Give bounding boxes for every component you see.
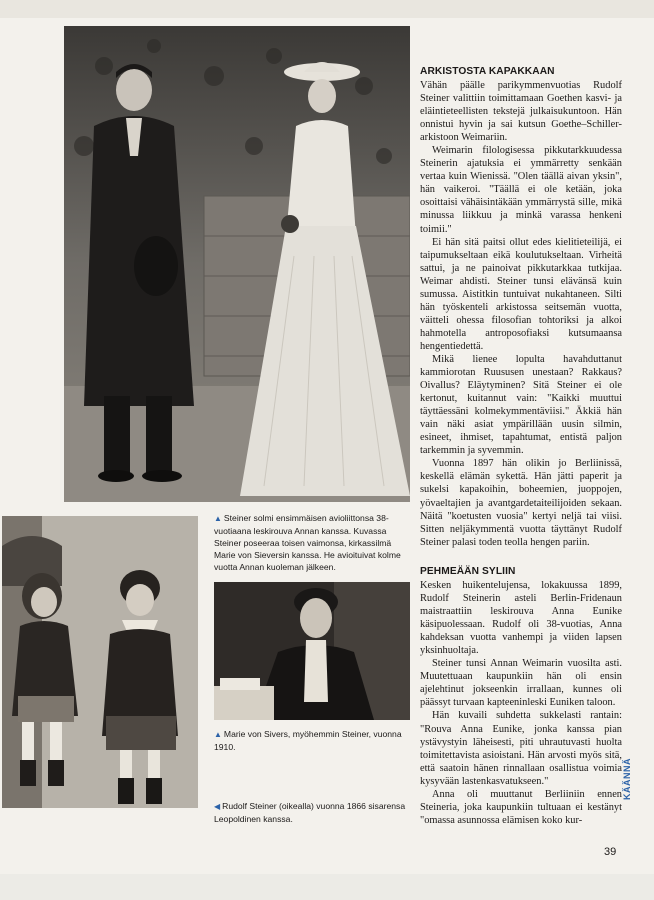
caption-marie-text: Marie von Sivers, myöhemmin Steiner, vuonna 1910.	[214, 729, 402, 752]
caption-children-photo	[214, 800, 410, 825]
photo-marie-von-sivers-image	[214, 582, 410, 720]
photo-steiner-and-marie	[64, 26, 410, 502]
caption-marie-photo	[214, 728, 410, 753]
scan-edge-bottom	[0, 874, 654, 900]
paragraph: Vuonna 1897 hän olikin jo Berliinissä, keskellä elämän sykettä. Hän jätti paperit ja sukelsi kapakoihin, boheemien, juoppojen, yövaeltajien ja avantgardetaiteilijoiden sekaan. Näitä "koetusten vuosia" kertyi neljä tai viisi. Sitten neljäkymmentä vuotta täyttänyt Rudolf Steiner palasi toden teolla hengen pariin.	[420, 458, 622, 548]
photo-marie-von-sivers	[214, 582, 410, 720]
paragraph: Kesken huikentelujensa, lokakuussa 1899, Rudolf Steinerin asteli Berlin-Fridenaun maistraattiin leskirouva Anna Eunike käsipuolessaan. Rudolf oli 38-vuotias, Anna kahdeksan vuotta vanhempi ja viiden lapsen yksinhuoltaja.	[420, 580, 622, 657]
section-archive	[420, 66, 622, 549]
caption-pointer-up-icon: ▲	[214, 514, 222, 523]
paragraph: Mikä lienee lopulta havahduttanut kammiorotan Ruususen unestaan? Rakkaus? Oivallus? Eläytyminen? Sitä Steiner ei ole kertonut, kuitannut vain: "Kaikki muuttui täyttäessäni kolmekymmentäviisi." Äkkiä hän vain näki asiat ympärillään uusin silmin, esineet, ihmiset, tapahtumat, entistä paljon tarkemmin ja syvemmin.	[420, 353, 622, 457]
section-heading-soft-embrace: PEHMEÄÄN SYLIIN	[420, 566, 516, 577]
caption-children-text: Rudolf Steiner (oikealla) vuonna 1866 sisarensa Leopoldinen kanssa.	[214, 801, 406, 824]
paragraph: Steiner tunsi Annan Weimarin vuosilta asti. Muutettuaan kaupunkiin hän oli ensin ajelehtinut jokseenkin irrallaan, kunnes oli päässyt turvaan kapteeninleski Euniken taloon.	[420, 658, 622, 709]
paragraph: Ei hän sitä paitsi ollut edes kielitieteilijä, ei taipumukseltaan eikä koulutukseltaan. Virheitä sattui, ja ne painoivat pikkutarkkaa tutkijaa. Weimar ahdisti. Steiner tunsi elävänsä kuin sumussa. Aistitkin tuntuivat nukahtaneen. Silti hän työskenteli arkistossa seitsemän vuotta, väitteli ohessa filosofian tohtoriksi ja alkoi hahmotella antroposofiaksi kutsumaansa hengentiedettä.	[420, 236, 622, 352]
paragraph: Weimarin filologisessa pikkutarkkuudessa Steinerin ajatuksia ei ymmärretty senkään vertaa kuin Wienissä. "Olen täällä aivan yksin", hän vaikeroi. "Täällä ei ole ketään, joka osoittaisi vähäisintäkään ymmärrystä sille, mikä minussa liikkuu ja minkä varassa henkeni toimii."	[420, 145, 622, 235]
section-soft-embrace	[420, 566, 622, 827]
photo-steiner-children-image	[2, 516, 198, 808]
photo-steiner-and-marie-image	[64, 26, 410, 502]
photo-steiner-children	[2, 516, 198, 808]
paragraph: Hän kuvaili suhdetta sukkelasti rantain: "Rouva Anna Eunike, jonka kanssa pian ystävystyin läheisesti, piti uhrautuvasti huolta toimitettavista asioistani. Hän arvosti myös sitä, että saatoin hänen rinnallaan osallistua voimia kysyvään lastenkasvatukseen."	[420, 710, 622, 787]
section-heading-archive: ARKISTOSTA KAPAKKAAN	[420, 66, 555, 77]
scan-edge-top	[0, 0, 654, 18]
caption-main-photo	[214, 512, 410, 573]
paragraph: Vähän päälle parikymmenvuotias Rudolf Steiner valittiin toimittamaan Goethen kasvi- ja eläintieteellisten tekstejä julkaisukuntoon. Hän onnistui hyvin ja sai kutsun Goethe–Schiller-arkistoon Weimariin.	[420, 80, 622, 144]
caption-main-text: Steiner solmi ensimmäisen avioliittonsa 38-vuotiaana leskirouva Annan kanssa. Kuvassa Steiner poseeraa toisen vaimonsa, kirkassilmä Marie von Sieversin kanssa. He avioituivat kolme vuotta Annan kuoleman jälkeen.	[214, 513, 401, 572]
page-number: 39	[604, 846, 617, 858]
caption-pointer-left-icon: ◀	[214, 802, 221, 811]
turn-page-label: KÄÄNNÄ	[622, 758, 632, 800]
caption-pointer-up-icon: ▲	[214, 730, 222, 739]
paragraph: Anna oli muuttanut Berliiniin ennen Steineria, joka kaupunkiin tultuaan ei kestänyt "omassa asunnossa elämisen koko kur-	[420, 788, 622, 826]
